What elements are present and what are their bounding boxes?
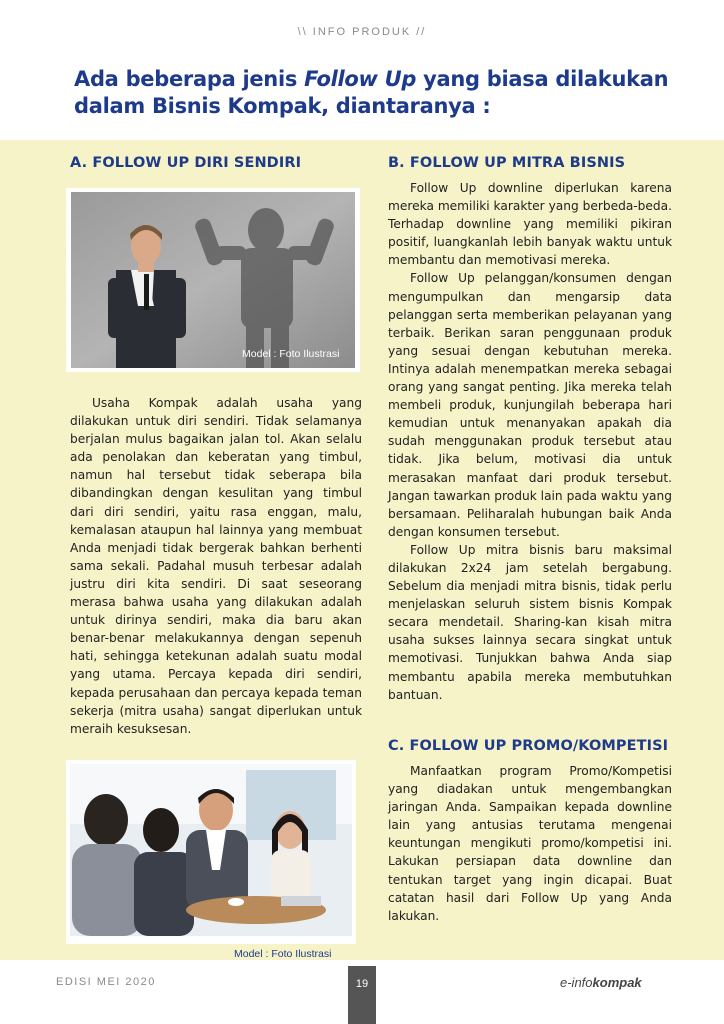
headline-part2: yang biasa dilakukan dalam Bisnis Kompak, diantaranya : [74,67,669,118]
page-headline [74,66,694,120]
section-c-title: C. FOLLOW UP PROMO/KOMPETISI [388,738,669,754]
section-a-body [70,394,362,738]
section-b-paragraph-3: Follow Up mitra bisnis baru maksimal dilakukan 2x24 jam setelah bergabung. Sebelum dia menjadi mitra bisnis, tidak perlu menjelaskan seluruh sistem bisnis Kompak secara mendetail. Sharing-kan kisah mitra usaha sukses lainnya secara singkat untuk memotivasi. Tunjukkan bahwa Anda siap membantu apabila mereka membutuhkan bantuan. [388,542,672,702]
photo-man-suit-illustration [66,188,360,372]
photo-man-suit [66,188,360,372]
brand-logo [560,975,642,990]
brand-prefix: e-info [560,975,593,990]
section-b-body [388,179,672,704]
section-b-paragraph-1: Follow Up downline diperlukan karena mereka memiliki karakter yang berbeda-beda. Terhadap downline yang memiliki pikiran positif, luangkanlah lebih banyak waktu untuk membantu dan memotivasi mereka. [388,181,672,268]
photo-caption-b: Model : Foto Ilustrasi [234,948,332,960]
page-number: 19 [348,966,376,1024]
headline-part1: Ada beberapa jenis [74,67,305,91]
section-b-paragraph-2: Follow Up pelanggan/konsumen dengan mengumpulkan dan mengarsip data pelanggan serta memberikan pelayanan yang terbaik. Berikan saran penggunaan produk yang sesuai dengan kebutuhan mereka. Intinya adalah menempatkan mereka sebagai orang yang sangat penting. Jika mereka telah membeli produk, kunjungilah beberapa hari kemudian untuk menanyakan apakah dia sudah menggunakan produk tersebut atau tidak. Jika belum, motivasi dia untuk merasakan manfaat dari produk tersebut. Jangan tawarkan produk lain pada waktu yang bersamaan. Peliharalah hubungan baik Anda dengan konsumen tersebut. [388,271,672,539]
photo-meeting [66,760,356,960]
brand-name: kompak [592,975,642,990]
edition-label: EDISI MEI 2020 [56,976,156,988]
section-c-paragraph-1: Manfaatkan program Promo/Kompetisi yang diadakan untuk mengembangkan jaringan Anda. Sampaikan kepada downline lain yang antusias terutama mengenai keuntungan mengikuti promo/kompetisi ini. Lakukan persiapan data downline dan tentukan target yang ingin dicapai. Buat catatan hasil dari Follow Up yang Anda lakukan. [388,764,672,923]
section-b-title: B. FOLLOW UP MITRA BISNIS [388,155,626,171]
section-c-body [388,762,672,925]
photo-meeting-illustration [66,760,356,938]
section-a-title: A. FOLLOW UP DIRI SENDIRI [70,155,302,171]
headline-emphasis: Follow Up [304,67,417,91]
section-label: \\ INFO PRODUK // [297,26,427,38]
section-a-paragraph-1: Usaha Kompak adalah usaha yang dilakukan untuk diri sendiri. Tidak selamanya berjalan mulus bagaikan jalan tol. Akan selalu ada penolakan dan keberatan yang timbul, namun hal tersebut tidak seberapa bila dibandingkan dengan kesulitan yang timbul dari diri sendiri, yaitu rasa enggan, malu, kemalasan ataupun hal lainnya yang membuat Anda menjadi tidak bergerak bahkan berhenti sama sekali. Padahal musuh terbesar adalah justru diri kita sendiri. Di saat seseorang merasa bahwa usaha yang dilakukan adalah untuk dirinya sendiri, maka dia baru akan benar-benar melakukannya dengan sepenuh hati, sehingga ketekunan adalah suatu modal yang utama. Percaya kepada diri sendiri, kepada perusahaan dan percaya kepada teman sekerja (mitra usaha) sangat diperlukan untuk meraih kesuksesan. [70,396,362,736]
photo-caption-a: Model : Foto Ilustrasi [242,348,340,360]
